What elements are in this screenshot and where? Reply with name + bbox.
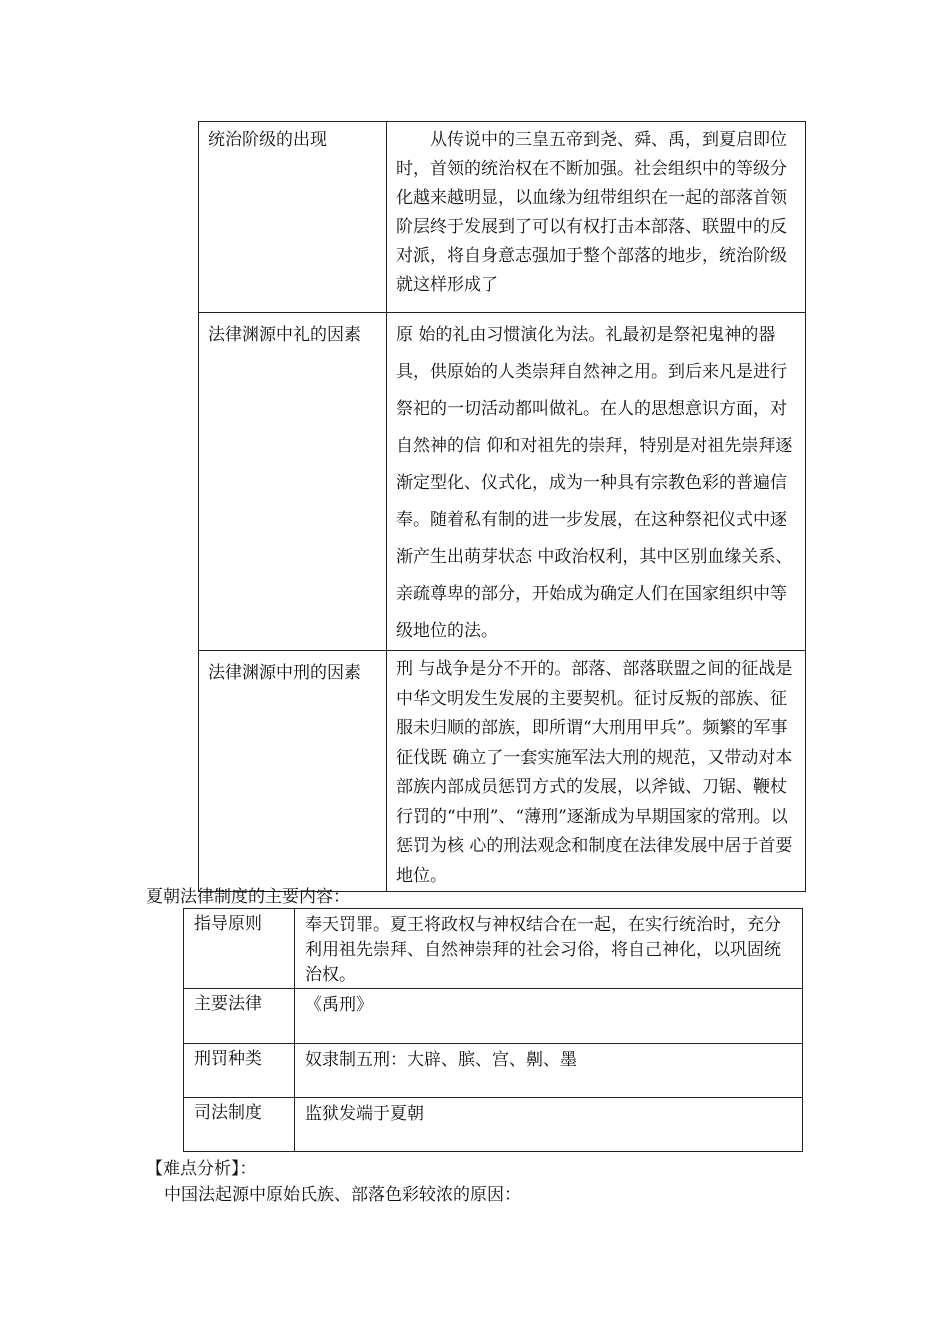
difficulty-paragraph: 中国法起源中原始氏族、部落色彩较浓的原因： [164,1185,521,1205]
table-row [199,122,806,313]
difficulty-heading: 【难点分析】： [146,1159,257,1179]
row-label: 主要法律 [184,989,295,1044]
table-row [184,989,803,1044]
table-row [184,1044,803,1098]
table-row [199,651,806,892]
law-origins-table [198,121,806,892]
table-row [184,1098,803,1152]
row-content: 刑 与战争是分不开的。部落、部落联盟之间的征战是中华文明发生发展的主要契机。征讨反叛的部族、征服未归顺的部族，即所谓“大刑用甲兵”。频繁的军事征伐既 确立了一套实施军法大刑的规范，又带动对本部族内部成员惩罚方式的发展，以斧钺、刀锯、鞭杖行罚的“中刑”、“薄刑”逐渐成为早期国家的常刑。以惩罚为核 心的刑法观念和制度在法律发展中居于首要地位。 [387,651,806,892]
row-label: 刑罚种类 [184,1044,295,1098]
xia-law-heading: 夏朝法律制度的主要内容： [146,887,350,907]
row-content: 《禹刑》 [295,989,803,1044]
table-row [199,313,806,651]
table-row [184,909,803,989]
row-content: 奉天罚罪。夏王将政权与神权结合在一起，在实行统治时，充分利用祖先崇拜、自然神崇拜的社会习俗，将自己神化，以巩固统治权。 [295,909,803,989]
row-label: 统治阶级的出现 [199,122,387,313]
row-content: 监狱发端于夏朝 [295,1098,803,1152]
row-label: 司法制度 [184,1098,295,1152]
row-content: 从传说中的三皇五帝到尧、舜、禹，到夏启即位时，首领的统治权在不断加强。社会组织中的等级分化越来越明显，以血缘为纽带组织在一起的部落首领阶层终于发展到了可以有权打击本部落、联盟中的反对派，将自身意志强加于整个部落的地步，统治阶级就这样形成了 [387,122,806,313]
row-content: 原 始的礼由习惯演化为法。礼最初是祭祀鬼神的器具，供原始的人类崇拜自然神之用。到后来凡是进行祭祀的一切活动都叫做礼。在人的思想意识方面，对自然神的信 仰和对祖先的崇拜，特别是对祖先崇拜逐渐定型化、仪式化，成为一种具有宗教色彩的普遍信奉。随着私有制的进一步发展，在这种祭祀仪式中逐渐产生出萌芽状态 中政治权利，其中区别血缘关系、亲疏尊卑的部分，开始成为确定人们在国家组织中等级地位的法。 [387,313,806,651]
row-label: 法律渊源中刑的因素 [199,651,387,892]
row-content: 奴隶制五刑：大辟、膑、宫、劓、墨 [295,1044,803,1098]
xia-law-table [183,908,803,1152]
row-label: 指导原则 [184,909,295,989]
row-label: 法律渊源中礼的因素 [199,313,387,651]
